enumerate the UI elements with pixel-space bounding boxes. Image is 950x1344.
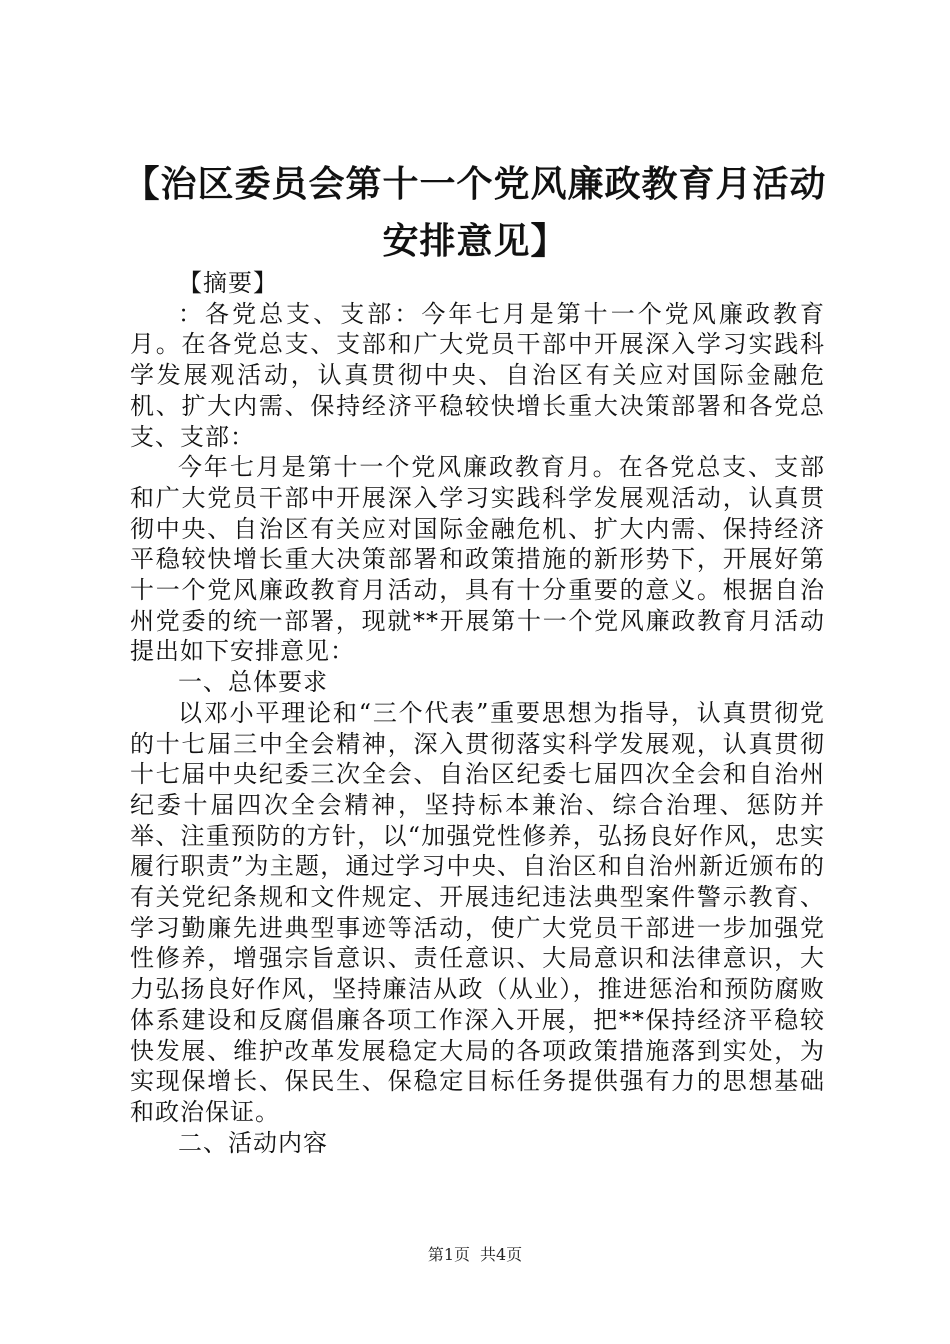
section-heading-general-requirements: 一、总体要求	[178, 668, 328, 697]
general-requirements-paragraph: 以邓小平理论和“三个代表”重要思想为指导，认真贯彻党的十七届三中全会精神，深入贯彻落实科学发展观，认真贯彻十七届中央纪委三次全会、自治区纪委七届四次全会和自治州纪委十届四次全会精神，坚持标本兼治、综合治理、惩防并举、注重预防的方针，以“加强党性修养，弘扬良好作风，忠实履行职责”为主题，通过学习中央、自治区和自治州新近颁布的有关党纪条规和文件规定、开展违纪违法典型案件警示教育、学习勤廉先进典型事迹等活动，使广大党员干部进一步加强党性修养，增强宗旨意识、责任意识、大局意识和法律意识，大力弘扬良好作风，坚持廉洁从政（从业），推进惩治和预防腐败体系建设和反腐倡廉各项工作深入开展，把**保持经济平稳较快发展、维护改革发展稳定大局的各项政策措施落到实处，为实现保增长、保民生、保稳定目标任务提供强有力的思想基础和政治保证。	[130, 698, 825, 1126]
section-heading-activity-content: 二、活动内容	[178, 1128, 328, 1157]
page-footer	[0, 1245, 950, 1265]
intro-paragraph: 今年七月是第十一个党风廉政教育月。在各党总支、支部和广大党员干部中开展深入学习实践科学发展观活动，认真贯彻中央、自治区有关应对国际金融危机、扩大内需、保持经济平稳较快增长重大决策部署和政策措施的新形势下，开展好第十一个党风廉政教育月活动，具有十分重要的意义。根据自治州党委的统一部署，现就**开展第十一个党风廉政教育月活动提出如下安排意见：	[130, 453, 825, 666]
page-number: 第1页	[427, 1245, 470, 1264]
page-total: 共4页	[480, 1245, 523, 1264]
abstract-heading: 【摘要】	[178, 269, 278, 297]
document-title: 【治区委员会第十一个党风廉政教育月活动安排意见】	[123, 163, 827, 262]
document-body	[130, 268, 825, 1158]
greeting-paragraph: ：各党总支、支部：今年七月是第十一个党风廉政教育月。在各党总支、支部和广大党员干部中开展深入学习实践科学发展观活动，认真贯彻中央、自治区有关应对国际金融危机、扩大内需、保持经济平稳较快增长重大决策部署和各党总支、支部：	[130, 299, 825, 451]
